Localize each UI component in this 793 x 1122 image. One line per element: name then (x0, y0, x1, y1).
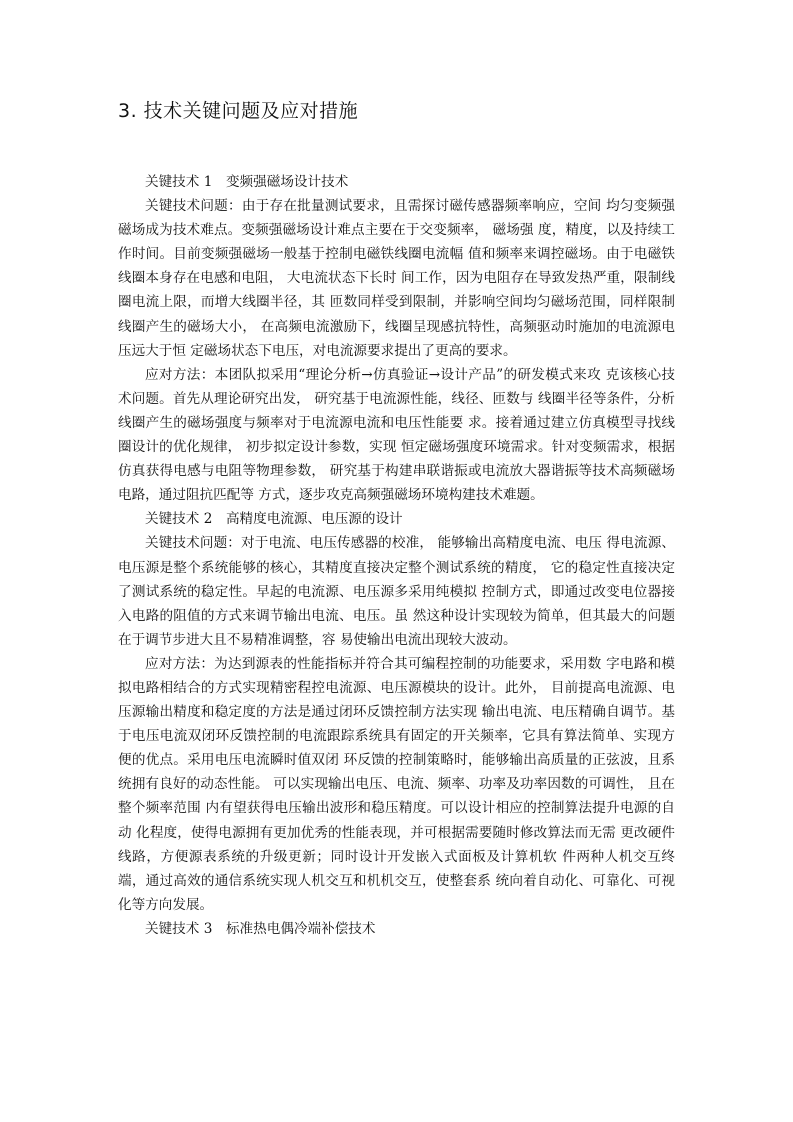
key-tech-3-label: 关键技术 3 标准热电偶冷端补偿技术 (145, 920, 376, 937)
body-text (118, 170, 675, 941)
section-heading: 3. 技术关键问题及应对措施 (118, 100, 359, 122)
key-tech-1-problem: 关键技术问题：由于存在批量测试要求，且需探讨磁传感器频率响应，空间 均匀变频强磁场成为技术难点。变频强磁场设计难点主要在于交变频率， 磁场强 度，精度，以及持续工作时间。目前变频强磁场一般基于控制电磁铁线圈电流幅 值和频率来调控磁场。由于电磁铁线圈本身存在电感和电阻， 大电流状态下长时 间工作，因为电阻存在导致发热严重，限制线圈电流上限，而增大线圈半径，其 匝数同样受到限制，并影响空间均匀磁场范围，同样限制线圈产生的磁场大小， 在高频电流激励下，线圈呈现感抗特性，高频驱动时施加的电流源电压远大于恒 定磁场状态下电压，对电流源要求提出了更高的要求。 (118, 198, 675, 359)
key-tech-1-solution: 应对方法：本团队拟采用“理论分析→仿真验证→设计产品”的研发模式来攻 克该核心技术问题。首先从理论研究出发， 研究基于电流源性能，线径、匝数与 线圈半径等条件，分析线圈产生的磁场强度与频率对于电流源电流和电压性能要 求。接着通过建立仿真模型寻找线圈设计的优化规律， 初步拟定设计参数，实现 恒定磁场强度环境需求。针对变频需求，根据仿真获得电感与电阻等物理参数， 研究基于构建串联谐振或电流放大器谐振等技术高频磁场电路，通过阻抗匹配等 方式，逐步攻克高频强磁场环境构建技术难题。 (118, 366, 675, 504)
key-tech-2-problem: 关键技术问题：对于电流、电压传感器的校准， 能够输出高精度电流、电压 得电流源、电压源是整个系统能够的核心，其精度直接决定整个测试系统的精度， 它的稳定性直接决定了测试系统的稳定性。早起的电流源、电压源多采用纯模拟 控制方式，即通过改变电位器接入电路的阻值的方式来调节输出电流、电压。虽 然这种设计实现较为简单，但其最大的问题在于调节步进大且不易精准调整，容 易使输出电流出现较大波动。 (118, 535, 675, 648)
key-tech-2-solution: 应对方法：为达到源表的性能指标并符合其可编程控制的功能要求，采用数 字电路和模拟电路相结合的方式实现精密程控电流源、电压源模块的设计。此外， 目前提高电流源、电压源输出精度和稳定度的方法是通过闭环反馈控制方法实现 输出电流、电压精确自调节。基于电压电流双闭环反馈控制的电流跟踪系统具有固定的开关频率，它具有算法简单、实现方便的优点。采用电压电流瞬时值双闭 环反馈的控制策略时，能够输出高质量的正弦波，且系统拥有良好的动态性能。 可以实现输出电压、电流、频率、功率及功率因数的可调性， 且在整个频率范围 内有望获得电压输出波形和稳压精度。可以设计相应的控制算法提升电源的自动 化程度，使得电源拥有更加优秀的性能表现，并可根据需要随时修改算法而无需 更改硬件线路，方便源表系统的升级更新；同时设计开发嵌入式面板及计算机软 件两种人机交互终端，通过高效的通信系统实现人机交互和机机交互，使整套系 统向着自动化、可靠化、可视化等方向发展。 (118, 655, 675, 913)
key-tech-1-label: 关键技术 1 变频强磁场设计技术 (145, 174, 349, 190)
key-tech-2-label: 关键技术 2 高精度电流源、电压源的设计 (145, 511, 403, 528)
